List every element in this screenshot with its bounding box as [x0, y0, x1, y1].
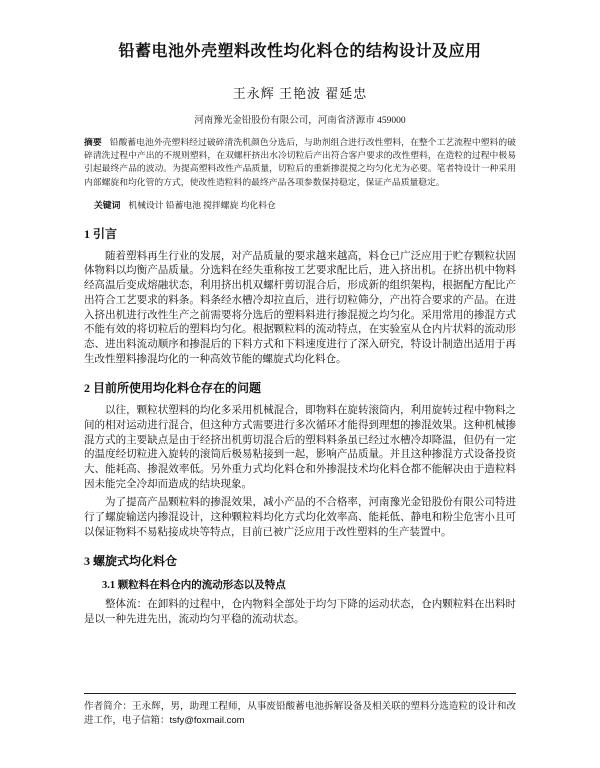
abstract-text: 铅酸蓄电池外壳塑料经过破碎清洗机颜色分选后，与助剂组合进行改性塑料，在整个工艺流程中塑料的破碎清洗过程中产出的不规则塑料，在双螺杆挤出水冷切粒后产出符合客户要求的改性塑料，在造粒的过程中极易引起最终产品的波动。为提高塑料改性产品质量，切粒后的重新掺混搅之均匀化尤为必要。笔者特设计一种采用内部螺旋和均化管的方式，使改性造粒料的最终产品各项参数保持稳定，保证产品质量稳定。: [84, 137, 516, 187]
subsection-heading-3-1: 3.1 颗粒料在料仓内的流动形态以及特点: [102, 580, 286, 592]
affiliation-line: 河南豫光金铅股份有限公司，河南省济源市 459000: [194, 116, 406, 126]
section-1-paragraph: 随着塑料再生行业的发展，对产品质量的要求越来越高，料仓已广泛应用于贮存颗粒状固体物料以均衡产品质量。分选料在经失重称按工艺要求配比后，进入挤出机。在挤出机中物料经高温后变成熔融状态，利用挤出机双螺杆剪切混合后，形成新的组织架构，根据配方配比产出符合工艺要求的料条。料条经水槽冷却拉直后，进行切粒筛分，产出符合要求的产品。在进入挤出机进行改性生产之前需要将分选后的塑料料进行掺混搅之均匀化。采用常用的掺混方式不能有效的将切粒后的塑料均匀化。根据颗粒料的流动特点，在实验室从仓内片状料的流动形态、进出料流动顺序和掺混后的下料方式和下料速度进行了深入研究，特设计制造出适用于再生改性塑料掺混均化的一种高效节能的螺旋式均化料仓。: [84, 250, 516, 365]
section-heading-2: 2 目前所使用均化料仓存在的问题: [84, 381, 262, 396]
keywords-block: [94, 198, 516, 211]
section-heading-3: 3 螺旋式均化料仓: [84, 554, 178, 569]
keywords-label: 关键词: [94, 199, 121, 210]
authors-line: 王永辉 王艳波 翟延忠: [232, 86, 368, 101]
section-2-paragraph-2: 为了提高产品颗粒料的掺混效果，减小产品的不合格率，河南豫光金铅股份有限公司特进行了螺旋输送内掺混设计，这种颗粒料均化方式均化效率高、能耗低、静电和粉尘危害小且可以保证物料不易粘接成块等特点，目前已被广泛应用于改性塑料的生产装置中。: [84, 497, 516, 538]
author-bio: 作者简介：王永辉，男，助理工程师，从事废铅酸蓄电池拆解设备及相关联的塑料分选造粒的设计和改进工作，电子信箱：tsfy@foxmail.com: [84, 700, 516, 726]
section-2-paragraph-1: 以往，颗粒状塑料的均化多采用机械混合，即物料在旋转滚筒内，利用旋转过程中物料之间的相对运动进行混合，但这种方式需要进行多次循环才能得到理想的掺混效果。这种机械掺混方式的主要缺点是由于经挤出机剪切混合后的塑料料条虽已经过水槽冷却降温，但仍有一定的温度经切粒进入旋转的滚筒后极易粘接到一起，影响产品质量。并且这种掺混方式设备投资大、能耗高、掺混效率低。另外重力式均化料仓和外掺混技术均化料仓都不能解决由于造粒料因未能完全冷却而造成的结块现象。: [84, 405, 516, 490]
subsection-3-1-paragraph: 整体流：在卸料的过程中，仓内物料全部处于均匀下降的运动状态，仓内颗粒料在出料时是以一种先进先出，流动均匀平稳的流动状态。: [84, 599, 516, 626]
section-heading-1: 1 引言: [84, 226, 118, 241]
keywords-text: 机械设计 铅蓄电池 搅拌螺旋 均化料仓: [128, 199, 276, 210]
paper-title: 铅蓄电池外壳塑料改性均化料仓的结构设计及应用: [118, 43, 482, 60]
footer-divider: [84, 693, 516, 694]
footer: [84, 693, 516, 729]
abstract-block: [84, 136, 516, 189]
abstract-label: 摘要: [84, 137, 102, 147]
